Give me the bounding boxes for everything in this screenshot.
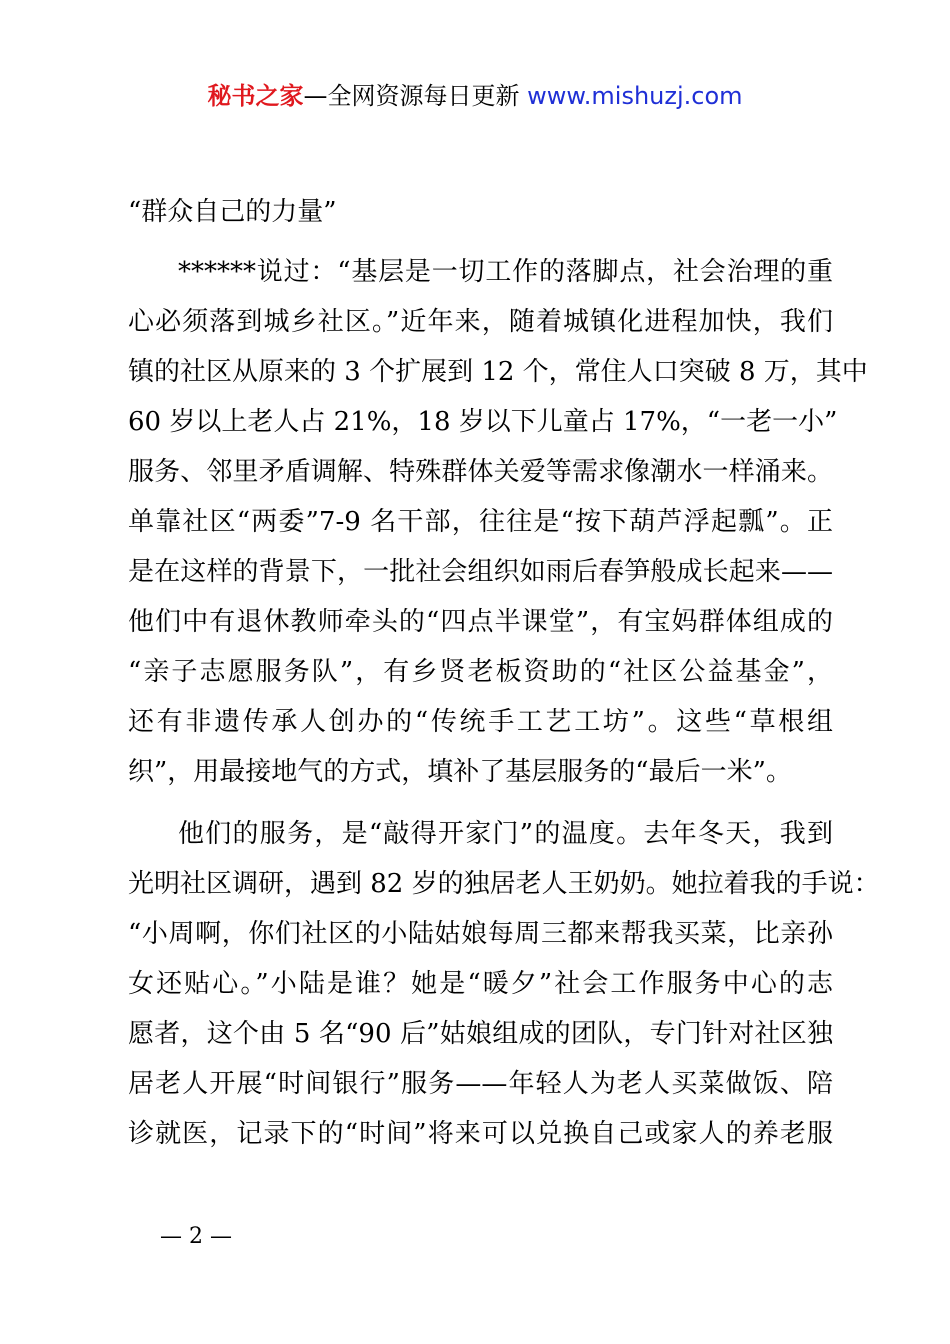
text-line: 愿者，这个由 5 名“90 后”姑娘组成的团队，专门针对社区独	[128, 1019, 833, 1049]
text-line: 他们中有退休教师牵头的“四点半课堂”，有宝妈群体组成的	[128, 607, 833, 637]
text-line: 诊就医，记录下的“时间”将来可以兑换自己或家人的养老服	[128, 1119, 833, 1149]
text-line: 织”，用最接地气的方式，填补了基层服务的“最后一米”。	[128, 757, 792, 787]
text-line: “亲子志愿服务队”，有乡贤老板资助的“社区公益基金”，	[128, 657, 833, 687]
text-line: 单靠社区“两委”7-9 名干部，往往是“按下葫芦浮起瓢”。正	[128, 507, 833, 537]
text-line: 他们的服务，是“敲得开家门”的温度。去年冬天，我到	[178, 819, 833, 849]
text-line: 镇的社区从原来的 3 个扩展到 12 个，常住人口突破 8 万，其中	[128, 357, 868, 387]
text-line: 服务、邻里矛盾调解、特殊群体关爱等需求像潮水一样涌来。	[128, 457, 833, 487]
page-number: — 2 —	[160, 1224, 232, 1249]
section-heading: “群众自己的力量”	[128, 197, 337, 227]
text-line: 60 岁以上老人占 21%，18 岁以下儿童占 17%，“一老一小”	[128, 407, 838, 437]
site-url-link[interactable]: www.mishuzj.com	[527, 82, 743, 110]
text-line: 还有非遗传承人创办的“传统手工艺工坊”。这些“草根组	[128, 707, 833, 737]
paragraph-1	[128, 247, 868, 797]
paragraph-2	[128, 809, 880, 1159]
document-body	[128, 187, 880, 1171]
text-line: 女还贴心。”小陆是谁？她是“暖夕”社会工作服务中心的志	[128, 969, 833, 999]
text-line: 是在这样的背景下，一批社会组织如雨后春笋般成长起来——	[128, 557, 833, 587]
text-line: 心必须落到城乡社区。”近年来，随着城镇化进程加快，我们	[128, 307, 833, 337]
site-header	[0, 80, 950, 112]
site-slogan: —全网资源每日更新	[303, 82, 520, 110]
text-line: 居老人开展“时间银行”服务——年轻人为老人买菜做饭、陪	[128, 1069, 833, 1099]
site-brand: 秘书之家	[207, 82, 304, 110]
text-line: ******说过：“基层是一切工作的落脚点，社会治理的重	[178, 257, 833, 287]
text-line: 光明社区调研，遇到 82 岁的独居老人王奶奶。她拉着我的手说：	[128, 869, 880, 899]
text-line: “小周啊，你们社区的小陆姑娘每周三都来帮我买菜，比亲孙	[128, 919, 833, 949]
